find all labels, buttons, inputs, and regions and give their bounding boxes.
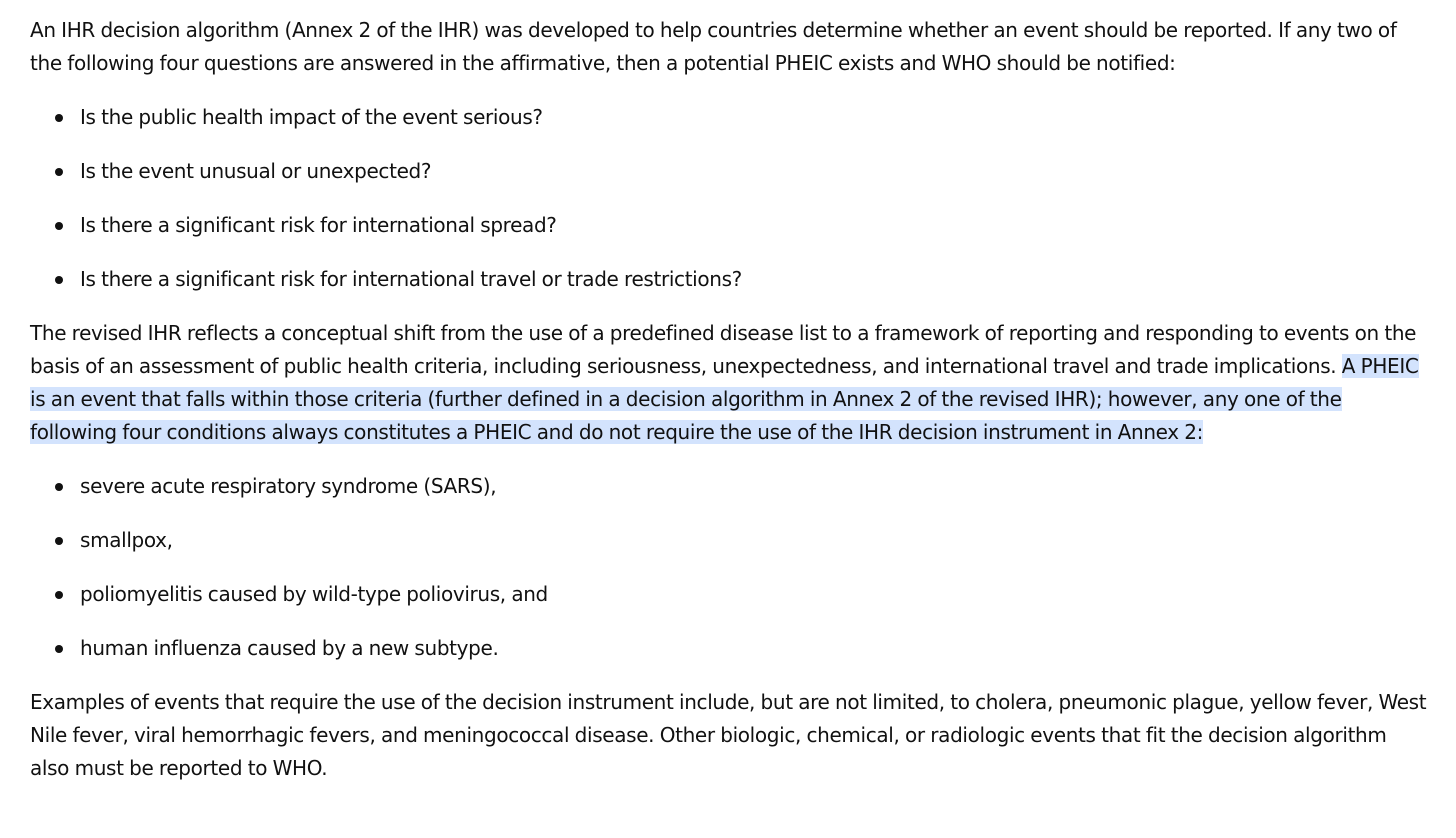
bullet-icon [55, 591, 63, 599]
bullet-icon [55, 645, 63, 653]
list-item-text: Is the event unusual or unexpected? [80, 159, 432, 183]
list-item-text: human influenza caused by a new subtype. [80, 636, 499, 660]
bullet-icon [55, 222, 63, 230]
list-item-text: poliomyelitis caused by wild-type poliovirus, and [80, 582, 548, 606]
list-item [30, 632, 1428, 665]
bullet-icon [55, 483, 63, 491]
revised-plain-text: The revised IHR reflects a conceptual shift from the use of a predefined disease list to a framework of reporting and responding to events on the basis of an assessment of public health criteria, including seriousness, unexpectedness, and international travel and trade implications. [30, 321, 1417, 378]
question-list [30, 101, 1428, 296]
intro-paragraph: An IHR decision algorithm (Annex 2 of the IHR) was developed to help countries determine whether an event should be reported. If any two of the following four questions are answered in the affirmative, then a potential PHEIC exists and WHO should be notified: [30, 18, 1397, 75]
list-item [30, 578, 1428, 611]
condition-list [30, 470, 1428, 665]
bullet-icon [55, 276, 63, 284]
list-item [30, 209, 1428, 242]
examples-paragraph: Examples of events that require the use of the decision instrument include, but are not limited, to cholera, pneumonic plague, yellow fever, West Nile fever, viral hemorrhagic fevers, and meningococcal disease. Other biologic, chemical, or radiologic events that fit the decision algorithm also must be reported to WHO. [30, 690, 1427, 780]
bullet-icon [55, 114, 63, 122]
list-item-text: Is the public health impact of the event serious? [80, 105, 543, 129]
list-item [30, 470, 1428, 503]
revised-ihr-paragraph[interactable] [30, 317, 1428, 449]
list-item-text: severe acute respiratory syndrome (SARS), [80, 474, 497, 498]
list-item [30, 263, 1428, 296]
list-item [30, 524, 1428, 557]
bullet-icon [55, 168, 63, 176]
bullet-icon [55, 537, 63, 545]
list-item-text: Is there a significant risk for international spread? [80, 213, 557, 237]
list-item [30, 101, 1428, 134]
text-selection-highlight[interactable]: A PHEIC is an event that falls within those criteria (further defined in a decision algorithm in Annex 2 of the revised IHR); however, any one of the following four conditions always constitutes a PHEIC and do not require the use of the IHR decision instrument in Annex 2: [30, 354, 1419, 444]
list-item-text: smallpox, [80, 528, 173, 552]
list-item [30, 155, 1428, 188]
list-item-text: Is there a significant risk for international travel or trade restrictions? [80, 267, 742, 291]
